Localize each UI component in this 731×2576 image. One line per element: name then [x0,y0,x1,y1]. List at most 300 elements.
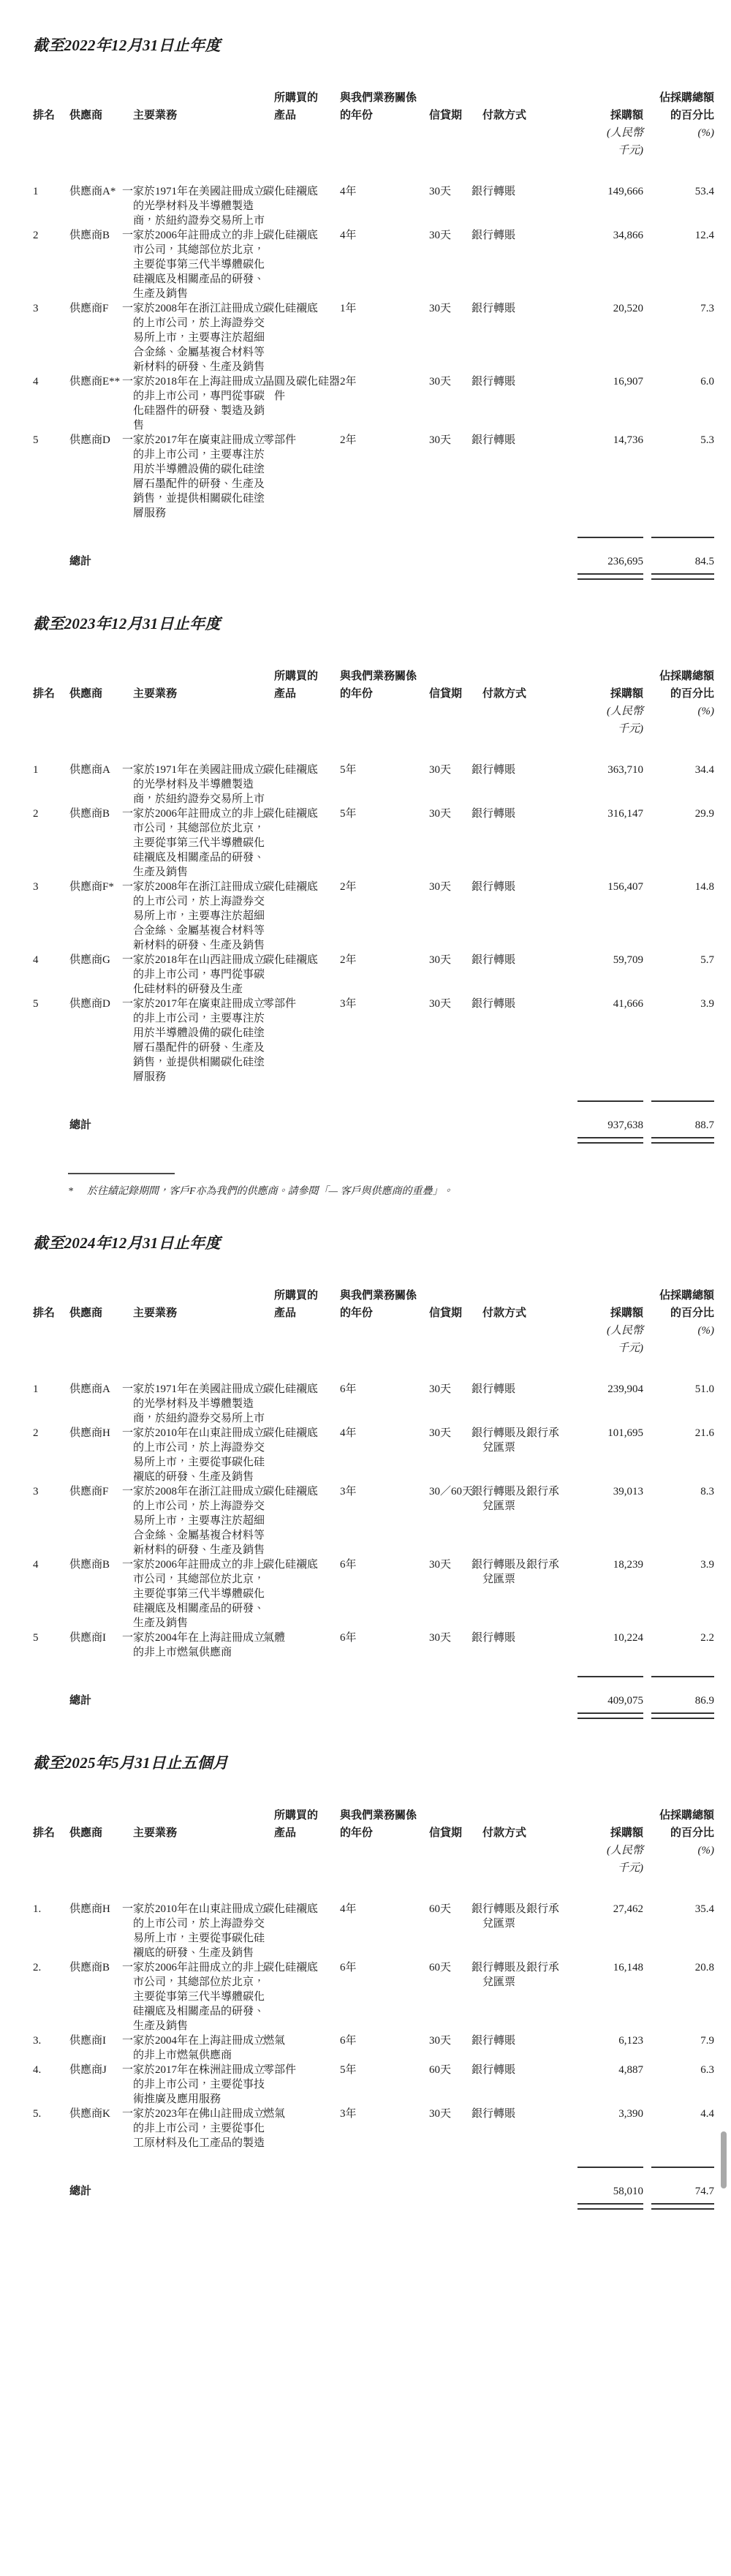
total-double-rule-pct [651,1137,714,1144]
total-pct-cell [643,2168,714,2210]
cell-rank: 5. [33,2108,42,2120]
cell-business: 一家於2008年在浙江註冊成立的上市公司，於上海證券交易所上市，主要專注於超細合金絲、金屬基複合材料等新材料的研發、生產及銷售 [122,303,265,373]
header-row-3 [33,703,714,720]
section-title: 截至2024年12月31日止年度 [33,1234,221,1252]
cell-credit: 30天 [429,1427,452,1439]
suppliers-table [33,668,714,1144]
cell-years: 6年 [340,1383,357,1395]
total-pct: 84.5 [694,556,714,567]
cell-supplier: 供應商F* [69,881,114,893]
cell-business: 一家於1971年在美國註冊成立的光學材料及半導體製造商，於紐約證券交易所上市 [122,764,265,805]
cell-pct: 20.8 [694,1962,714,1973]
table-row [33,1484,714,1557]
cell-amount: 156,407 [607,881,643,893]
supplier-table-section [33,1231,714,1719]
table-footer [33,1084,714,1144]
cell-years: 6年 [340,1559,357,1571]
cell-product: 碳化硅襯底 [263,808,319,820]
cell-pct: 5.7 [700,954,714,966]
table-row [33,2107,714,2150]
cell-payment: 銀行轉賬 [471,808,516,820]
cell-amount: 16,148 [613,1962,643,1973]
cell-pct: 35.4 [694,1903,714,1915]
cell-pct: 5.3 [700,434,714,446]
total-pct-cell [643,538,714,580]
header-row-4 [33,142,714,159]
cell-supplier: 供應商B [69,230,110,241]
table-row [33,2033,714,2063]
cell-credit: 30天 [429,1383,452,1395]
cell-business: 一家於2006年註冊成立的非上市公司，其總部位於北京，主要從事第三代半導體碳化硅襯底及相關產品的研發、生產及銷售 [122,1962,265,2032]
total-double-rule-pct [651,1712,714,1719]
column-header-supplier: 供應商 [69,1827,103,1839]
cell-product: 碳化硅襯底 [263,1427,319,1439]
column-header-years-line1: 與我們業務關係 [340,671,417,682]
cell-supplier: 供應商D [69,434,110,446]
cell-years: 4年 [340,230,357,241]
total-amount-cell [563,1677,643,1719]
cell-payment: 銀行轉賬 [471,230,516,241]
cell-amount: 27,462 [613,1903,643,1915]
cell-pct: 2.2 [700,1632,714,1644]
column-header-years-line1: 與我們業務關係 [340,1810,417,1821]
cell-rank: 3. [33,2035,42,2047]
cell-credit: 30天 [429,808,452,820]
cell-business: 一家於2006年註冊成立的非上市公司，其總部位於北京，主要從事第三代半導體碳化硅襯底及相關產品的研發、生產及銷售 [122,230,265,300]
cell-pct: 14.8 [694,881,714,893]
column-header-rank: 排名 [33,110,56,121]
cell-payment: 銀行轉賬 [471,2064,516,2076]
cell-payment: 銀行轉賬 [471,303,516,314]
cell-business: 一家於2023年在佛山註冊成立的非上市公司，主要從事化工原材料及化工產品的製造 [122,2108,265,2149]
cell-credit: 30天 [429,230,452,241]
cell-years: 6年 [340,1962,357,1973]
cell-supplier: 供應商A* [69,186,116,197]
rows-container [33,763,714,1084]
supplier-table-section [33,34,714,580]
column-header-pct-unit: (%) [697,1845,714,1857]
footnote [68,1173,714,1199]
total-double-rule-pct [651,2203,714,2210]
cell-supplier: 供應商I [69,2035,106,2047]
total-double-rule-amount [577,2203,643,2210]
cell-pct: 12.4 [694,230,714,241]
cell-rank: 3 [33,303,39,314]
column-header-years-line2: 的年份 [340,1827,374,1839]
cell-payment: 銀行轉賬 [471,998,516,1010]
cell-years: 6年 [340,2035,357,2047]
column-header-business: 主要業務 [133,1307,178,1319]
cell-payment: 銀行轉賬及銀行承兌匯票 [471,1559,560,1585]
column-header-amount: 採購額 [610,688,643,700]
column-header-pct-line1: 佔採購總額 [659,1810,714,1821]
column-header-pct-line1: 佔採購總額 [659,671,714,682]
cell-rank: 4 [33,376,39,388]
cell-business: 一家於2008年在浙江註冊成立的上市公司，於上海證券交易所上市，主要專注於超細合金絲、金屬基複合材料等新材料的研發、生產及銷售 [122,1486,265,1556]
cell-payment: 銀行轉賬 [471,376,516,388]
footnote-body [68,1185,714,1199]
cell-pct: 4.4 [700,2108,714,2120]
column-header-product-line1: 所購買的 [274,92,319,104]
cell-amount: 101,695 [607,1427,643,1439]
header-row-2 [33,1824,714,1842]
cell-rank: 5 [33,1632,39,1644]
cell-pct: 7.3 [700,303,714,314]
cell-rank: 1 [33,186,39,197]
cell-pct: 34.4 [694,764,714,776]
cell-pct: 21.6 [694,1427,714,1439]
total-row [33,1677,714,1719]
document-body [33,34,714,2210]
cell-rank: 2 [33,1427,39,1439]
cell-supplier: 供應商G [69,954,110,966]
column-header-credit: 信貸期 [429,1307,463,1319]
cell-payment: 銀行轉賬 [471,1632,516,1644]
table-row [33,1382,714,1426]
total-pct: 88.7 [694,1119,714,1131]
cell-payment: 銀行轉賬 [471,2108,516,2120]
suppliers-table [33,1807,714,2210]
section-title: 截至2023年12月31日止年度 [33,615,221,632]
cell-product: 碳化硅襯底 [263,881,319,893]
suppliers-table [33,89,714,580]
cell-credit: 60天 [429,2064,452,2076]
cell-business: 一家於2004年在上海註冊成立的非上市燃氣供應商 [122,2035,265,2061]
header-row-4 [33,1340,714,1357]
section-title: 截至2025年5月31日止五個月 [33,1754,229,1772]
cell-rank: 1 [33,1383,39,1395]
cell-supplier: 供應商J [69,2064,107,2076]
total-row [33,1102,714,1144]
table-footer [33,521,714,580]
cell-product: 零部件 [263,2064,297,2076]
cell-credit: 30／60天 [429,1486,474,1497]
header-row-1 [33,1807,714,1824]
column-header-rank: 排名 [33,1307,56,1319]
cell-years: 5年 [340,2064,357,2076]
table-row [33,953,714,997]
cell-amount: 316,147 [607,808,643,820]
total-amount-cell [563,1102,643,1144]
cell-pct: 3.9 [700,1559,714,1571]
cell-business: 一家於2017年在廣東註冊成立的非上市公司，主要專注於用於半導體設備的碳化硅塗層石墨配件的研發、生產及銷售，並提供相關碳化硅塗層服務 [122,434,265,519]
column-header-amount-unit-line2: 千元) [618,1342,643,1354]
cell-amount: 149,666 [607,186,643,197]
cell-rank: 3 [33,1486,39,1497]
cell-rank: 4 [33,1559,39,1571]
cell-product: 碳化硅襯底 [263,186,319,197]
column-header-pct-unit: (%) [697,127,714,139]
total-rule-row [33,1084,714,1102]
total-pct: 86.9 [694,1695,714,1707]
footnote-rule [68,1173,175,1174]
cell-product: 碳化硅襯底 [263,1962,319,1973]
suppliers-table [33,1287,714,1719]
cell-years: 2年 [340,376,357,388]
cell-product: 氣體 [263,1632,286,1644]
header-row-1 [33,1287,714,1304]
total-label: 總計 [69,2186,92,2197]
cell-product: 碳化硅襯底 [263,1903,319,1915]
header-row-3 [33,124,714,142]
column-header-credit: 信貸期 [429,1827,463,1839]
cell-credit: 30天 [429,764,452,776]
cell-supplier: 供應商I [69,1632,106,1644]
cell-business: 一家於1971年在美國註冊成立的光學材料及半導體製造商，於紐約證券交易所上市 [122,186,265,227]
cell-supplier: 供應商H [69,1903,110,1915]
cell-rank: 2. [33,1962,42,1973]
column-header-business: 主要業務 [133,110,178,121]
table-row [33,880,714,953]
column-header-amount: 採購額 [610,1827,643,1839]
cell-amount: 41,666 [613,998,643,1010]
cell-business: 一家於2004年在上海註冊成立的非上市燃氣供應商 [122,1632,265,1658]
header-spacer [33,738,714,763]
cell-years: 2年 [340,434,357,446]
scrollbar-thumb[interactable] [721,2131,727,2188]
total-double-rule-pct [651,573,714,580]
cell-pct: 51.0 [694,1383,714,1395]
footnote-text: 於往績記錄期間，客戶F亦為我們的供應商。請參閱「— 客戶與供應商的重疊」。 [87,1186,453,1197]
cell-amount: 4,887 [618,2064,643,2076]
cell-business: 一家於2006年註冊成立的非上市公司，其總部位於北京，主要從事第三代半導體碳化硅襯底及相關產品的研發、生產及銷售 [122,1559,265,1629]
cell-years: 3年 [340,1486,357,1497]
cell-credit: 30天 [429,954,452,966]
column-header-pct-line2: 的百分比 [670,110,714,121]
table-row [33,1426,714,1484]
cell-supplier: 供應商F [69,1486,109,1497]
cell-credit: 30天 [429,434,452,446]
column-header-supplier: 供應商 [69,110,103,121]
cell-payment: 銀行轉賬 [471,1383,516,1395]
cell-years: 2年 [340,881,357,893]
cell-credit: 60天 [429,1962,452,1973]
total-label: 總計 [69,1119,92,1131]
cell-product: 燃氣 [263,2108,286,2120]
header-row-2 [33,685,714,703]
total-label: 總計 [69,1695,92,1707]
table-row [33,2063,714,2107]
cell-years: 4年 [340,1903,357,1915]
cell-rank: 2 [33,808,39,820]
column-header-pct-line1: 佔採購總額 [659,92,714,104]
column-header-amount-unit-line1: (人民幣 [607,1325,643,1337]
cell-payment: 銀行轉賬 [471,434,516,446]
cell-pct: 8.3 [700,1486,714,1497]
column-header-pct-line2: 的百分比 [670,1827,714,1839]
cell-supplier: 供應商K [69,2108,110,2120]
column-header-credit: 信貸期 [429,688,463,700]
total-double-rule-amount [577,1712,643,1719]
table-header [33,668,714,763]
cell-years: 6年 [340,1632,357,1644]
cell-credit: 30天 [429,1559,452,1571]
total-amount: 58,010 [613,2186,643,2197]
cell-pct: 7.9 [700,2035,714,2047]
column-header-product-line2: 產品 [274,110,297,121]
section-title: 截至2022年12月31日止年度 [33,37,221,54]
total-amount-cell [563,538,643,580]
column-header-product-line1: 所購買的 [274,1290,319,1302]
total-rule-row [33,2150,714,2168]
cell-payment: 銀行轉賬 [471,186,516,197]
supplier-table-section [33,612,714,1199]
cell-product: 零部件 [263,998,297,1010]
cell-supplier: 供應商F [69,303,109,314]
column-header-payment: 付款方式 [482,110,527,121]
column-header-pct-unit: (%) [697,1325,714,1337]
cell-payment: 銀行轉賬 [471,881,516,893]
cell-business: 一家於2018年在上海註冊成立的非上市公司，專門從事碳化硅器件的研發、製造及銷售 [122,376,265,431]
column-header-product-line1: 所購買的 [274,671,319,682]
rows-container [33,1902,714,2150]
cell-rank: 2 [33,230,39,241]
cell-payment: 銀行轉賬 [471,764,516,776]
cell-payment: 銀行轉賬 [471,2035,516,2047]
cell-amount: 34,866 [613,230,643,241]
cell-amount: 16,907 [613,376,643,388]
cell-supplier: 供應商D [69,998,110,1010]
cell-credit: 30天 [429,998,452,1010]
cell-rank: 3 [33,881,39,893]
total-amount: 236,695 [607,556,643,567]
table-row [33,1960,714,2033]
cell-product: 燃氣 [263,2035,286,2047]
column-header-amount-unit-line2: 千元) [618,145,643,156]
cell-amount: 363,710 [607,764,643,776]
header-row-2 [33,107,714,124]
cell-pct: 3.9 [700,998,714,1010]
cell-rank: 1. [33,1903,42,1915]
column-header-product-line2: 產品 [274,1307,297,1319]
column-header-amount-unit-line2: 千元) [618,1862,643,1874]
table-footer [33,1660,714,1719]
cell-business: 一家於2006年註冊成立的非上市公司，其總部位於北京，主要從事第三代半導體碳化硅襯底及相關產品的研發、生產及銷售 [122,808,265,878]
column-header-business: 主要業務 [133,1827,178,1839]
table-row [33,1902,714,1960]
cell-credit: 60天 [429,1903,452,1915]
cell-amount: 3,390 [618,2108,643,2120]
cell-credit: 30天 [429,303,452,314]
footnote-marker: * [68,1186,73,1197]
cell-business: 一家於2017年在廣東註冊成立的非上市公司，主要專注於用於半導體設備的碳化硅塗層石墨配件的研發、生產及銷售，並提供相關碳化硅塗層服務 [122,998,265,1083]
cell-credit: 30天 [429,881,452,893]
cell-supplier: 供應商B [69,808,110,820]
cell-amount: 39,013 [613,1486,643,1497]
cell-credit: 30天 [429,1632,452,1644]
total-double-rule-amount [577,573,643,580]
cell-product: 碳化硅襯底 [263,230,319,241]
column-header-product-line1: 所購買的 [274,1810,319,1821]
rows-container [33,1382,714,1660]
table-header [33,89,714,184]
column-header-product-line2: 產品 [274,688,297,700]
cell-years: 5年 [340,764,357,776]
cell-rank: 5 [33,998,39,1010]
column-header-payment: 付款方式 [482,1307,527,1319]
header-spacer [33,1877,714,1902]
table-row [33,763,714,807]
header-row-1 [33,89,714,107]
cell-payment: 銀行轉賬及銀行承兌匯票 [471,1486,560,1512]
cell-product: 碳化硅襯底 [263,1383,319,1395]
cell-product: 碳化硅襯底 [263,1486,319,1497]
column-header-amount: 採購額 [610,110,643,121]
cell-pct: 53.4 [694,186,714,197]
cell-payment: 銀行轉賬及銀行承兌匯票 [471,1903,560,1930]
column-header-amount-unit-line1: (人民幣 [607,127,643,139]
column-header-pct-unit: (%) [697,706,714,717]
column-header-years-line2: 的年份 [340,110,374,121]
cell-rank: 4 [33,954,39,966]
cell-years: 5年 [340,808,357,820]
total-pct: 74.7 [694,2186,714,2197]
column-header-rank: 排名 [33,1827,56,1839]
table-row [33,374,714,433]
cell-pct: 6.0 [700,376,714,388]
cell-years: 4年 [340,1427,357,1439]
column-header-payment: 付款方式 [482,1827,527,1839]
column-header-supplier: 供應商 [69,688,103,700]
cell-credit: 30天 [429,2035,452,2047]
cell-years: 2年 [340,954,357,966]
cell-supplier: 供應商E** [69,376,121,388]
cell-business: 一家於1971年在美國註冊成立的光學材料及半導體製造商，於紐約證券交易所上市 [122,1383,265,1424]
column-header-years-line2: 的年份 [340,688,374,700]
cell-business: 一家於2017年在株洲註冊成立的非上市公司，主要從事技術推廣及應用服務 [122,2064,265,2105]
cell-amount: 59,709 [613,954,643,966]
cell-supplier: 供應商A [69,764,110,776]
column-header-years-line1: 與我們業務關係 [340,1290,417,1302]
table-row [33,997,714,1084]
cell-payment: 銀行轉賬及銀行承兌匯票 [471,1962,560,1988]
cell-business: 一家於2018年在山西註冊成立的非上市公司，專門從事碳化硅材料的研發及生產 [122,954,265,995]
cell-years: 3年 [340,2108,357,2120]
cell-rank: 1 [33,764,39,776]
column-header-pct-line1: 佔採購總額 [659,1290,714,1302]
cell-supplier: 供應商A [69,1383,110,1395]
table-row [33,807,714,880]
column-header-amount-unit-line1: (人民幣 [607,1845,643,1857]
cell-credit: 30天 [429,2108,452,2120]
cell-business: 一家於2010年在山東註冊成立的上市公司，於上海證券交易所上市，主要從事碳化硅襯底的研發、生產及銷售 [122,1903,265,1959]
table-row [33,301,714,374]
header-spacer [33,1357,714,1382]
cell-payment: 銀行轉賬及銀行承兌匯票 [471,1427,560,1454]
cell-business: 一家於2010年在山東註冊成立的上市公司，於上海證券交易所上市，主要從事碳化硅襯底的研發、生產及銷售 [122,1427,265,1483]
header-row-2 [33,1304,714,1322]
total-double-rule-amount [577,1137,643,1144]
cell-rank: 5 [33,434,39,446]
cell-amount: 14,736 [613,434,643,446]
cell-amount: 18,239 [613,1559,643,1571]
cell-credit: 30天 [429,376,452,388]
header-row-4 [33,720,714,738]
total-rule-row [33,1660,714,1677]
header-row-1 [33,668,714,685]
column-header-supplier: 供應商 [69,1307,103,1319]
table-header [33,1807,714,1902]
column-header-pct-line2: 的百分比 [670,688,714,700]
cell-product: 碳化硅襯底 [263,764,319,776]
total-pct-cell [643,1677,714,1719]
table-row [33,1557,714,1631]
cell-business: 一家於2008年在浙江註冊成立的上市公司，於上海證券交易所上市，主要專注於超細合金絲、金屬基複合材料等新材料的研發、生產及銷售 [122,881,265,951]
header-spacer [33,159,714,184]
cell-amount: 10,224 [613,1632,643,1644]
cell-supplier: 供應商B [69,1559,110,1571]
cell-amount: 20,520 [613,303,643,314]
